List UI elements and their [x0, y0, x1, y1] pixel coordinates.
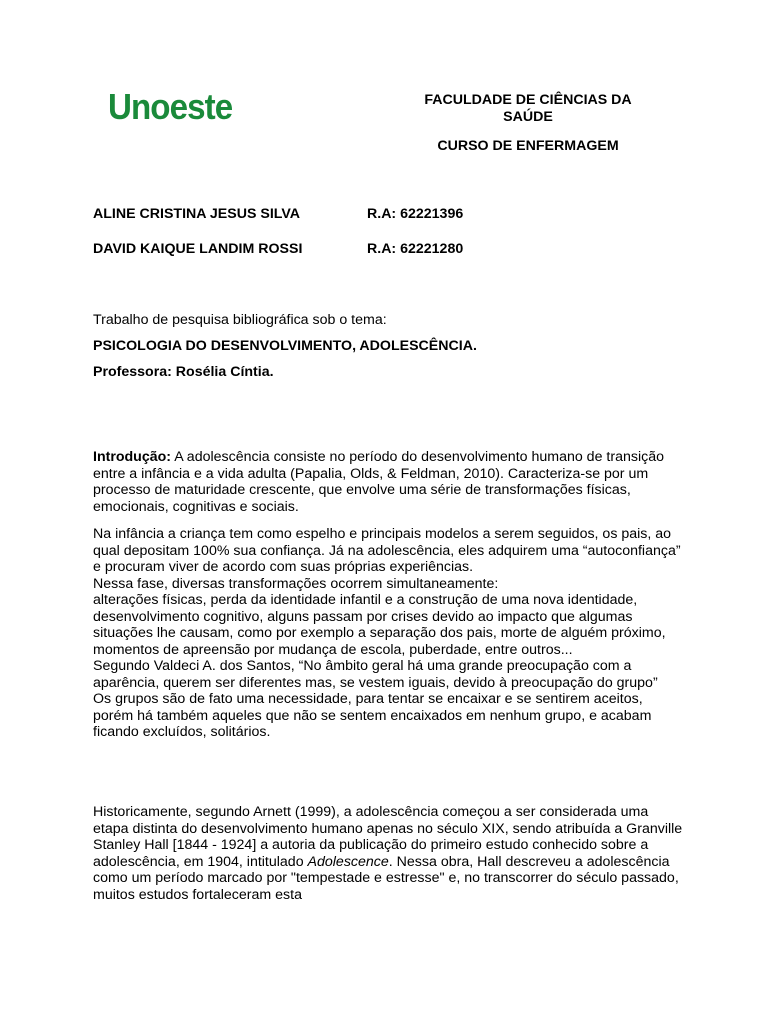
p3-italic-title: Adolescence — [307, 853, 389, 870]
p3-text-before: Historicamente, segundo Arnett (1999), a adolescência começou a ser considerada uma etapa distinta do desenvolvimento humano apenas no século XIX, sendo atribuída a Granville Stanley Hall [1844 - 1924] a autoria da publicação do primeiro estudo conhecido sobre a adolescência, em 1904, intitulado — [93, 804, 683, 870]
intro-paragraph — [93, 449, 683, 515]
student-name-2: DAVID KAIQUE LANDIM ROSSI — [93, 241, 303, 257]
unoeste-logo: Unoeste — [108, 86, 233, 127]
intro-label: Introdução: — [93, 449, 172, 465]
p3-text-after: . Nessa obra, Hall descreveu a adolescência como um período marcado por "tempestade e estresse" e, no transcorrer do século passado, muitos estudos fortaleceram esta — [93, 853, 679, 903]
p2-line-1: Na infância a criança tem como espelho e principais modelos a serem seguidos, os pais, ao qual depositam 100% sua confiança. Já na adolescência, eles adquirem uma “autoconfiança” e procuram viver de acordo com suas próprias experiências. — [93, 526, 681, 575]
p2-line-3: alterações físicas, perda da identidade infantil e a construção de uma nova identidade, desenvolvimento cognitivo, alguns passam por crises devido ao impacto que algumas situações lhe causam, como por exemplo a separação dos pais, morte de alguém próximo, momentos de apreensão por mudança de escola, puberdade, entre outros... — [93, 592, 666, 658]
student-ra-2: R.A: 62221280 — [367, 241, 464, 257]
faculty-title: FACULDADE DE CIÊNCIAS DA SAÚDE — [424, 92, 632, 125]
p2-line-4: Segundo Valdeci A. dos Santos, “No âmbito geral há uma grande preocupação com a aparência, querem ser diferentes mas, se vestem iguais, devido à preocupação do grupo” — [93, 658, 658, 691]
student-name-1: ALINE CRISTINA JESUS SILVA — [93, 206, 301, 222]
intro-text: A adolescência consiste no período do desenvolvimento humano de transição entre a infância e a vida adulta (Papalia, Olds, & Feldman, 2010). Caracteriza-se por um processo de maturidade crescente, que envolve uma série de transformações físicas, emocionais, cognitivas e sociais. — [93, 449, 664, 515]
body-paragraph-2 — [93, 526, 683, 741]
professor-line: Professora: Rosélia Cíntia. — [93, 364, 274, 380]
p2-line-2: Nessa fase, diversas transformações ocorrem simultaneamente: — [93, 575, 499, 592]
work-intro-line: Trabalho de pesquisa bibliográfica sob o tema: — [93, 312, 387, 328]
body-paragraph-3 — [93, 804, 683, 903]
p2-line-5: Os grupos são de fato uma necessidade, para tentar se encaixar e se sentirem aceitos, porém há também aqueles que não se sentem encaixados em nenhum grupo, e acabam ficando excluídos, solitários. — [93, 691, 652, 740]
student-ra-1: R.A: 62221396 — [367, 206, 464, 222]
course-title: CURSO DE ENFERMAGEM — [437, 138, 619, 154]
work-theme: PSICOLOGIA DO DESENVOLVIMENTO, ADOLESCÊNCIA. — [93, 338, 477, 354]
